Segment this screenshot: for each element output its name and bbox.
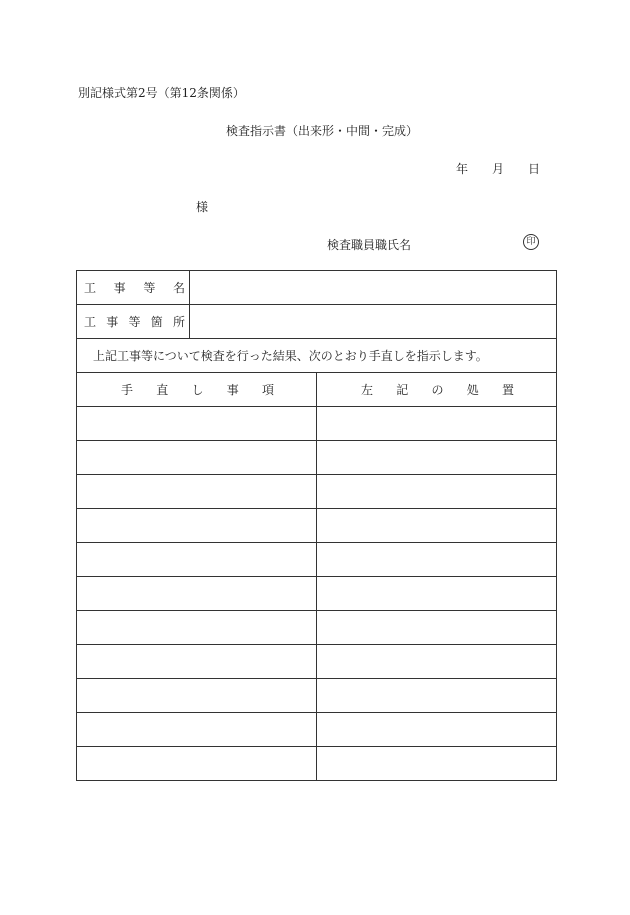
work-name-char: 事: [113, 281, 126, 295]
addressee-suffix: 様: [196, 200, 209, 214]
entry-rows: [77, 407, 557, 781]
work-location-row: [77, 305, 557, 339]
date-month-label: 月: [492, 162, 505, 176]
instruction-text: 上記工事等について検査を行った結果、次のとおり手直しを指示します。: [77, 339, 557, 373]
header-char: し: [191, 383, 204, 397]
entry-row: [77, 645, 557, 679]
instruction-row: [77, 339, 557, 373]
column-header-row: [77, 373, 557, 407]
date-year-label: 年: [456, 162, 469, 176]
header-char: 置: [501, 383, 514, 397]
header-char: 左: [361, 383, 374, 397]
work-name-char: 名: [172, 281, 185, 295]
work-name-field[interactable]: [190, 271, 557, 305]
work-location-field[interactable]: [190, 305, 557, 339]
entry-row: [77, 679, 557, 713]
measure-cell[interactable]: [317, 475, 557, 509]
header-char: の: [431, 383, 444, 397]
correction-item-cell[interactable]: [77, 645, 317, 679]
work-name-label: [77, 271, 190, 305]
entry-row: [77, 407, 557, 441]
entry-row: [77, 441, 557, 475]
work-name-row: [77, 271, 557, 305]
work-location-char: 箇: [150, 315, 163, 329]
correction-items-header: [77, 373, 317, 407]
measure-cell[interactable]: [317, 645, 557, 679]
measure-cell[interactable]: [317, 509, 557, 543]
correction-item-cell[interactable]: [77, 713, 317, 747]
work-location-char: 事: [106, 315, 119, 329]
work-name-char: 等: [143, 281, 156, 295]
entry-row: [77, 611, 557, 645]
correction-item-cell[interactable]: [77, 543, 317, 577]
work-location-char: 工: [84, 315, 97, 329]
correction-item-cell[interactable]: [77, 611, 317, 645]
correction-item-cell[interactable]: [77, 441, 317, 475]
measure-cell[interactable]: [317, 611, 557, 645]
header-char: 事: [226, 383, 239, 397]
header-char: 直: [156, 383, 169, 397]
entry-row: [77, 509, 557, 543]
measure-cell[interactable]: [317, 747, 557, 781]
measure-cell[interactable]: [317, 407, 557, 441]
seal-mark: 印: [523, 234, 539, 250]
work-location-char: 所: [172, 315, 185, 329]
document-title: 検査指示書（出来形・中間・完成）: [226, 124, 419, 138]
correction-item-cell[interactable]: [77, 747, 317, 781]
date-day-label: 日: [528, 162, 541, 176]
header-char: 記: [396, 383, 409, 397]
correction-item-cell[interactable]: [77, 679, 317, 713]
header-char: 手: [121, 383, 134, 397]
measure-cell[interactable]: [317, 679, 557, 713]
inspector-label: 検査職員職氏名: [327, 238, 412, 252]
work-location-label: [77, 305, 190, 339]
correction-item-cell[interactable]: [77, 509, 317, 543]
header-char: 項: [261, 383, 274, 397]
form-number: 別記様式第2号（第12条関係）: [78, 86, 245, 100]
entry-row: [77, 577, 557, 611]
measure-cell[interactable]: [317, 577, 557, 611]
measure-cell[interactable]: [317, 713, 557, 747]
header-char: 処: [466, 383, 479, 397]
measure-cell[interactable]: [317, 543, 557, 577]
entry-row: [77, 475, 557, 509]
inspection-form-table: [76, 270, 557, 781]
measure-cell[interactable]: [317, 441, 557, 475]
correction-item-cell[interactable]: [77, 475, 317, 509]
correction-item-cell[interactable]: [77, 407, 317, 441]
work-name-char: 工: [84, 281, 97, 295]
correction-item-cell[interactable]: [77, 577, 317, 611]
entry-row: [77, 713, 557, 747]
work-location-char: 等: [128, 315, 141, 329]
measures-header: [317, 373, 557, 407]
entry-row: [77, 747, 557, 781]
entry-row: [77, 543, 557, 577]
